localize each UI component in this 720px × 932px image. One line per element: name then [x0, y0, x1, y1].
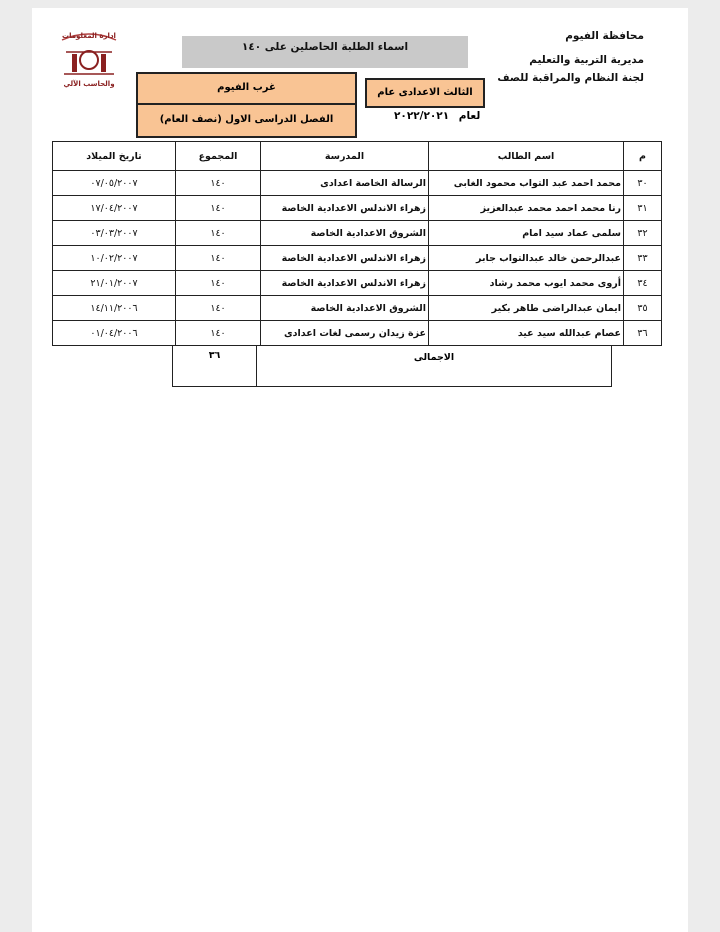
birth-date: ٠١/٠٤/٢٠٠٦ — [53, 321, 176, 346]
col-header-num: م — [624, 142, 662, 171]
row-num: ٣٤ — [624, 271, 662, 296]
birth-date: ١٤/١١/٢٠٠٦ — [53, 296, 176, 321]
year-prefix: لعام — [458, 110, 481, 122]
logo-line2: والحاسب الآلي — [63, 80, 115, 88]
directorate-label: مديرية التربية والتعليم — [529, 54, 644, 66]
table-row — [53, 196, 662, 221]
school-name: الشروق الاعدادية الخاصة — [261, 296, 429, 321]
table-row — [53, 271, 662, 296]
logo-line1: ادارة المعلومات — [62, 32, 116, 40]
governorate-label: محافظة الفيوم — [565, 30, 644, 42]
row-num: ٣٢ — [624, 221, 662, 246]
school-name: عزة زيدان رسمى لغات اعدادى — [261, 321, 429, 346]
student-name: ايمان عبدالراضى طاهر بكير — [429, 296, 624, 321]
summary-table — [172, 345, 612, 387]
row-num: ٣٥ — [624, 296, 662, 321]
school-name: الرسالة الخاصة اعدادى — [261, 171, 429, 196]
birth-date: ٢١/٠١/٢٠٠٧ — [53, 271, 176, 296]
region-label: غرب الفيوم — [138, 74, 355, 105]
logo-graphic-icon — [54, 26, 124, 92]
student-name: محمد احمد عبد التواب محمود الغابى — [429, 171, 624, 196]
grade-label: الثالث الاعدادى عام — [365, 78, 485, 108]
total-score: ١٤٠ — [176, 171, 261, 196]
row-num: ٣١ — [624, 196, 662, 221]
birth-date: ١٠/٠٢/٢٠٠٧ — [53, 246, 176, 271]
student-name: سلمى عماد سيد امام — [429, 221, 624, 246]
col-header-dob: تاريخ الميلاد — [53, 142, 176, 171]
school-name: زهراء الاندلس الاعدادية الخاصة — [261, 196, 429, 221]
region-term-box — [136, 72, 357, 138]
academic-year — [394, 110, 480, 122]
school-name: زهراء الاندلس الاعدادية الخاصة — [261, 246, 429, 271]
table-header-row — [53, 142, 662, 171]
table-row — [53, 171, 662, 196]
total-score: ١٤٠ — [176, 296, 261, 321]
committee-label: لجنة النظام والمراقبة للصف — [497, 72, 644, 84]
col-header-school: المدرسة — [261, 142, 429, 171]
term-label: الفصل الدراسى الاول (نصف العام) — [159, 114, 334, 125]
year-value: ٢٠٢٢/٢٠٢١ — [394, 110, 450, 122]
students-table — [52, 141, 662, 346]
summary-label: الاجمالى — [257, 346, 612, 387]
info-center-logo — [54, 26, 124, 92]
total-score: ١٤٠ — [176, 221, 261, 246]
total-score: ١٤٠ — [176, 321, 261, 346]
table-row — [53, 296, 662, 321]
birth-date: ٠٣/٠٣/٢٠٠٧ — [53, 221, 176, 246]
row-num: ٣٦ — [624, 321, 662, 346]
birth-date: ٠٧/٠٥/٢٠٠٧ — [53, 171, 176, 196]
table-row — [53, 246, 662, 271]
student-name: رنا محمد احمد محمد عبدالعزيز — [429, 196, 624, 221]
summary-row — [173, 346, 612, 387]
total-score: ١٤٠ — [176, 246, 261, 271]
total-score: ١٤٠ — [176, 196, 261, 221]
row-num: ٣٠ — [624, 171, 662, 196]
table-row — [53, 221, 662, 246]
document-page — [32, 8, 688, 932]
total-score: ١٤٠ — [176, 271, 261, 296]
school-name: زهراء الاندلس الاعدادية الخاصة — [261, 271, 429, 296]
page-title: اسماء الطلبة الحاصلين على ١٤٠ — [182, 36, 468, 68]
table-row — [53, 321, 662, 346]
student-name: عصام عبدالله سيد عيد — [429, 321, 624, 346]
birth-date: ١٧/٠٤/٢٠٠٧ — [53, 196, 176, 221]
col-header-name: اسم الطالب — [429, 142, 624, 171]
col-header-total: المجموع — [176, 142, 261, 171]
student-name: عبدالرحمن خالد عبدالتواب جابر — [429, 246, 624, 271]
school-name: الشروق الاعدادية الخاصة — [261, 221, 429, 246]
summary-count: ٣٦ — [173, 346, 257, 387]
student-name: أروى محمد ايوب محمد رشاد — [429, 271, 624, 296]
row-num: ٣٣ — [624, 246, 662, 271]
